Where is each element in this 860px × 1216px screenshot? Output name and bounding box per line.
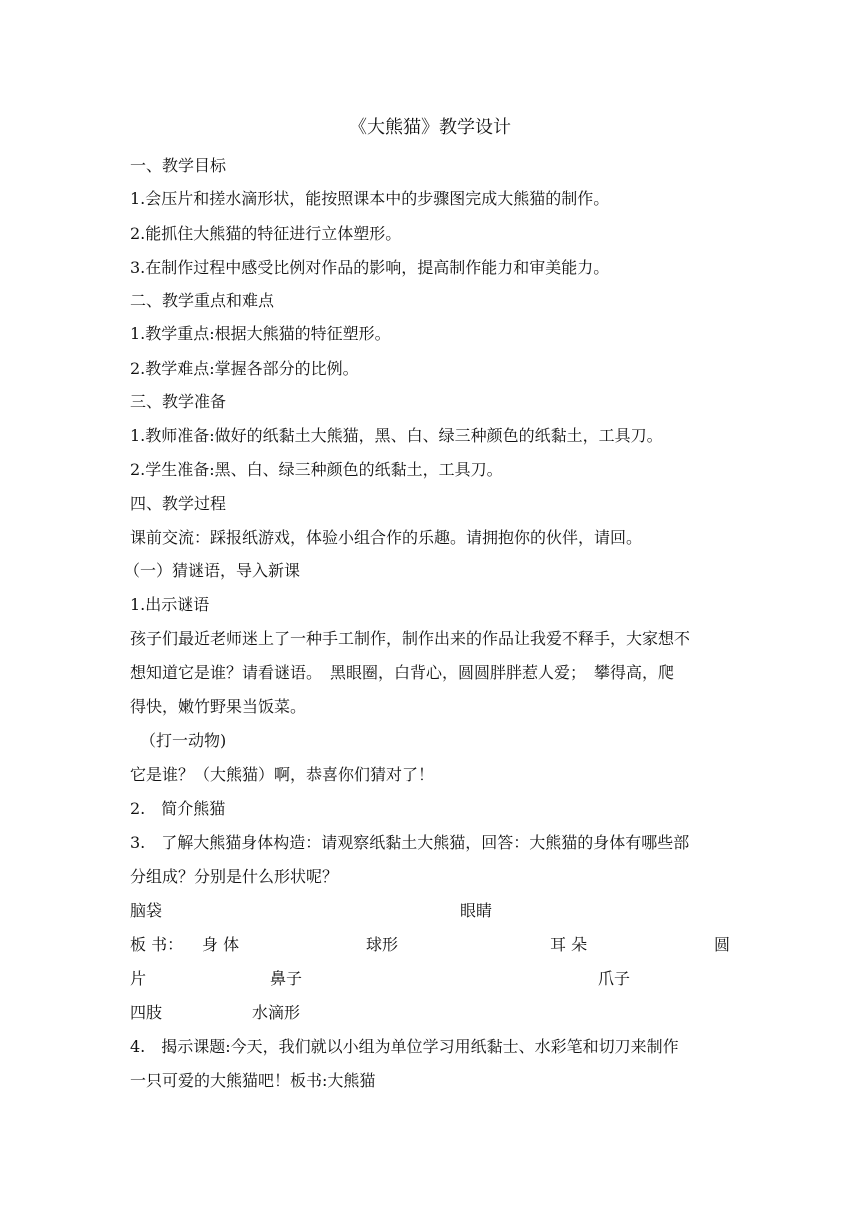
riddle-answer: 它是谁？（大熊猫）啊，恭喜你们猜对了！ [130,765,435,784]
pre-class-talk: 课前交流：踩报纸游戏，体验小组合作的乐趣。请拥抱你的伙伴，请回。 [130,528,643,547]
board-word-ears: 耳 朵 [550,935,588,954]
riddle-paragraph-line: 孩子们最近老师迷上了一种手工制作，制作出来的作品让我爱不释手，大家想不 [130,629,691,648]
riddle-paragraph-line: 得快，嫩竹野果当饭菜。 [130,697,307,716]
riddle-hint: （打一动物) [140,731,227,750]
objective-item: 1.会压片和搓水滴形状，能按照课本中的步骤图完成大熊猫的制作。 [130,189,610,208]
board-word-teardrop: 水滴形 [252,1003,301,1022]
board-word-sphere: 球形 [366,935,399,954]
section-heading-preparation: 三、教学准备 [130,392,227,411]
riddle-heading: 1.出示谜语 [130,595,210,614]
board-word-nose: 鼻子 [270,969,303,988]
section-heading-process: 四、教学过程 [130,494,227,513]
objective-item: 2.能抓住大熊猫的特征进行立体塑形。 [130,224,402,243]
section-heading-objectives: 一、教学目标 [130,156,227,175]
board-word-round: 圆 [714,935,731,954]
board-word-piece: 片 [130,969,147,988]
step-reveal-topic-line: 4. 揭示课题:今天，我们就以小组为单位学习用纸黏士、水彩笔和切刀来制作 [130,1037,679,1056]
step-intro-panda: 2. 简介熊猫 [130,799,226,818]
preparation-item: 2.学生准备:黑、白、绿三种颜色的纸黏土，工具刀。 [130,460,503,479]
board-word-claws: 爪子 [598,969,631,988]
preparation-item: 1.教师准备:做好的纸黏土大熊猫，黑、白、绿三种颜色的纸黏土，工具刀。 [130,426,663,445]
step-body-structure-line: 3. 了解大熊猫身体构造：请观察纸黏土大熊猫，回答：大熊猫的身体有哪些部 [130,833,690,852]
board-word-body: 身 体 [202,935,240,954]
section-heading-keypoints: 二、教学重点和难点 [130,291,275,310]
step-reveal-topic-line: 一只可爱的大熊猫吧！板书:大熊猫 [130,1071,376,1090]
riddle-paragraph-line: 想知道它是谁？请看谜语。 黑眼圈，白背心，圆圆胖胖惹人爱； 攀得高，爬 [130,663,675,682]
board-word-eyes: 眼睛 [460,901,493,920]
step-body-structure-line: 分组成？分别是什么形状呢？ [130,867,339,886]
document-title: 《大熊猫》教学设计 [349,117,511,138]
board-label: 板 书： [130,935,184,954]
subsection-heading: （一）猜谜语，导入新课 [124,561,301,580]
keypoint-item: 1.教学重点:根据大熊猫的特征塑形。 [130,324,391,343]
board-word-head: 脑袋 [130,901,163,920]
objective-item: 3.在制作过程中感受比例对作品的影响，提高制作能力和审美能力。 [130,258,610,277]
board-word-limbs: 四肢 [130,1003,163,1022]
keypoint-item: 2.教学难点:掌握各部分的比例。 [130,359,359,378]
